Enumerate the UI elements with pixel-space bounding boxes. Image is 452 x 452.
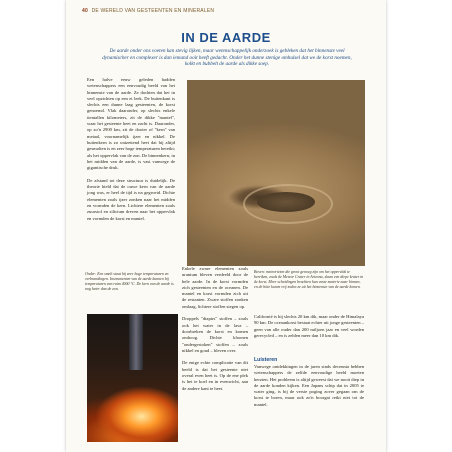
section-subheading: Luisteren — [254, 357, 278, 363]
intro-paragraph: De aarde onder ons voeten kan stevig lijken, maar wetenschappelijk onderzoek is gebleken dat het binnenste veel dynamischer en complexer is dan iemand ooit heeft gedacht. Onder het dunne stenige omhulsel dat we de korst noemen, kolkt en bubbelt de aarde als dikke soep. — [102, 48, 352, 68]
page-title: IN DE AARDE — [181, 30, 271, 45]
book-page — [66, 0, 386, 452]
meteor-crater-photo — [187, 80, 365, 266]
body-column-left: Een halve eeuw geleden hadden wetenschappers een eenvoudig beeld van het binnenste van de aarde. Ze dachten dat het in veel opzichten op een ei leek. De buitenkant is slechts een dunne laag gesteenten, de korst genoemd. Vlak daaronder, op slechts enkele tientallen kilometers, zit de dikke "mantel", waar het gesteente heet en zacht is. Daaronder, op zo'n 2900 km, zit de dooier of "kern" van metaal, voornamelijk ijzer en nikkel. De buitenkern is zo ontzettend heet dat hij altijd gesmolten is en zeer hoge temperaturen bereikt; als het oppervlak van de zon. De binnenkern, in het midden van de aarde, is vast vanwege de gigantische druk. De afstand tot deze structuur is duidelijk. De theorie hield dat de ouwe kern van de aarde jong was, er heel de tijd is na gegroeid. Dichte elementen zoals ijzer zonken naar het midden en vormden de kern. Lichtere elementen zoals zuurstof en silicium dreven naar het oppervlak en vormden de korst en mantel. — [87, 77, 176, 221]
body-column-middle: Enkele zware elementen zoals uranium bleven verdeeld door de hele aarde. In de korst vormden zich gesteenten en de oceanen. De mantel en korst vormden zich uit de restanten. Zware stoffen zonken omlaag, lichtere stoffen stegen op. Droppels "diapirs" stoffen – zoals ook het water in de lava – doorbreken de korst en komen omhoog. Dichte kloonen "ondergestoken" stoffen – zoals nikkel en goud – bleven over. De enige echte complicatie van dit beeld is dat het gesteente niet overal even heet is. Op de ene plek is het te koel en in evenwicht, aan de andere kant te heet. — [182, 266, 248, 391]
body-column-right-continued: Vanwege ontdekkingen in de jaren sinds decennia hebben wetenschappers de zelfde eenvoudige beeld moeten herzien. Het probleem is altijd geweest dat we nooit diep in de aarde konden kijken. Een Japans schip dat in 2005 te water ging, is bij de verste poging zover gegaan om de korst te boren, maar ook zo'n boorgat reikt niet tot de mantel. — [254, 364, 364, 407]
molten-metal-photo — [87, 314, 178, 442]
crater-floor — [257, 192, 315, 212]
page-number: 40 — [82, 8, 88, 14]
body-column-right: Californië is bij slechts 20 km dik, maar onder de Himalaya 90 km. De oceaankorst bestaat echter uit jonge gesteenten – geen van alle ouder dan 200 miljoen jaar en veel worden gerecycled – en is zelden meer dan 10 km dik. — [254, 314, 364, 338]
running-head — [82, 8, 214, 14]
running-head-text: DE WERELD VAN GESTEENTEN EN MINERALEN — [91, 8, 215, 14]
probe-tool — [129, 314, 143, 370]
caption-left: Onder: Een smelt staat bij zeer hoge temperaturen en verbrandingen. Instrumenten van de aarde kunnen bij temperaturen van ruim 4000 °C. De kern van de aarde is nog heter dan de zon. — [85, 272, 174, 292]
caption-right: Boven: meteorieten die groot genoeg zijn om het oppervlak te bereiken, zoals de Meteor Crater in Arizona, slaan een diepe krater in de korst. Meer scheidingen brachten hun vaste materie naar binnen, en de hitte kwam vrij zodra ze uit het binnenste van de aarde komen. — [254, 270, 364, 290]
